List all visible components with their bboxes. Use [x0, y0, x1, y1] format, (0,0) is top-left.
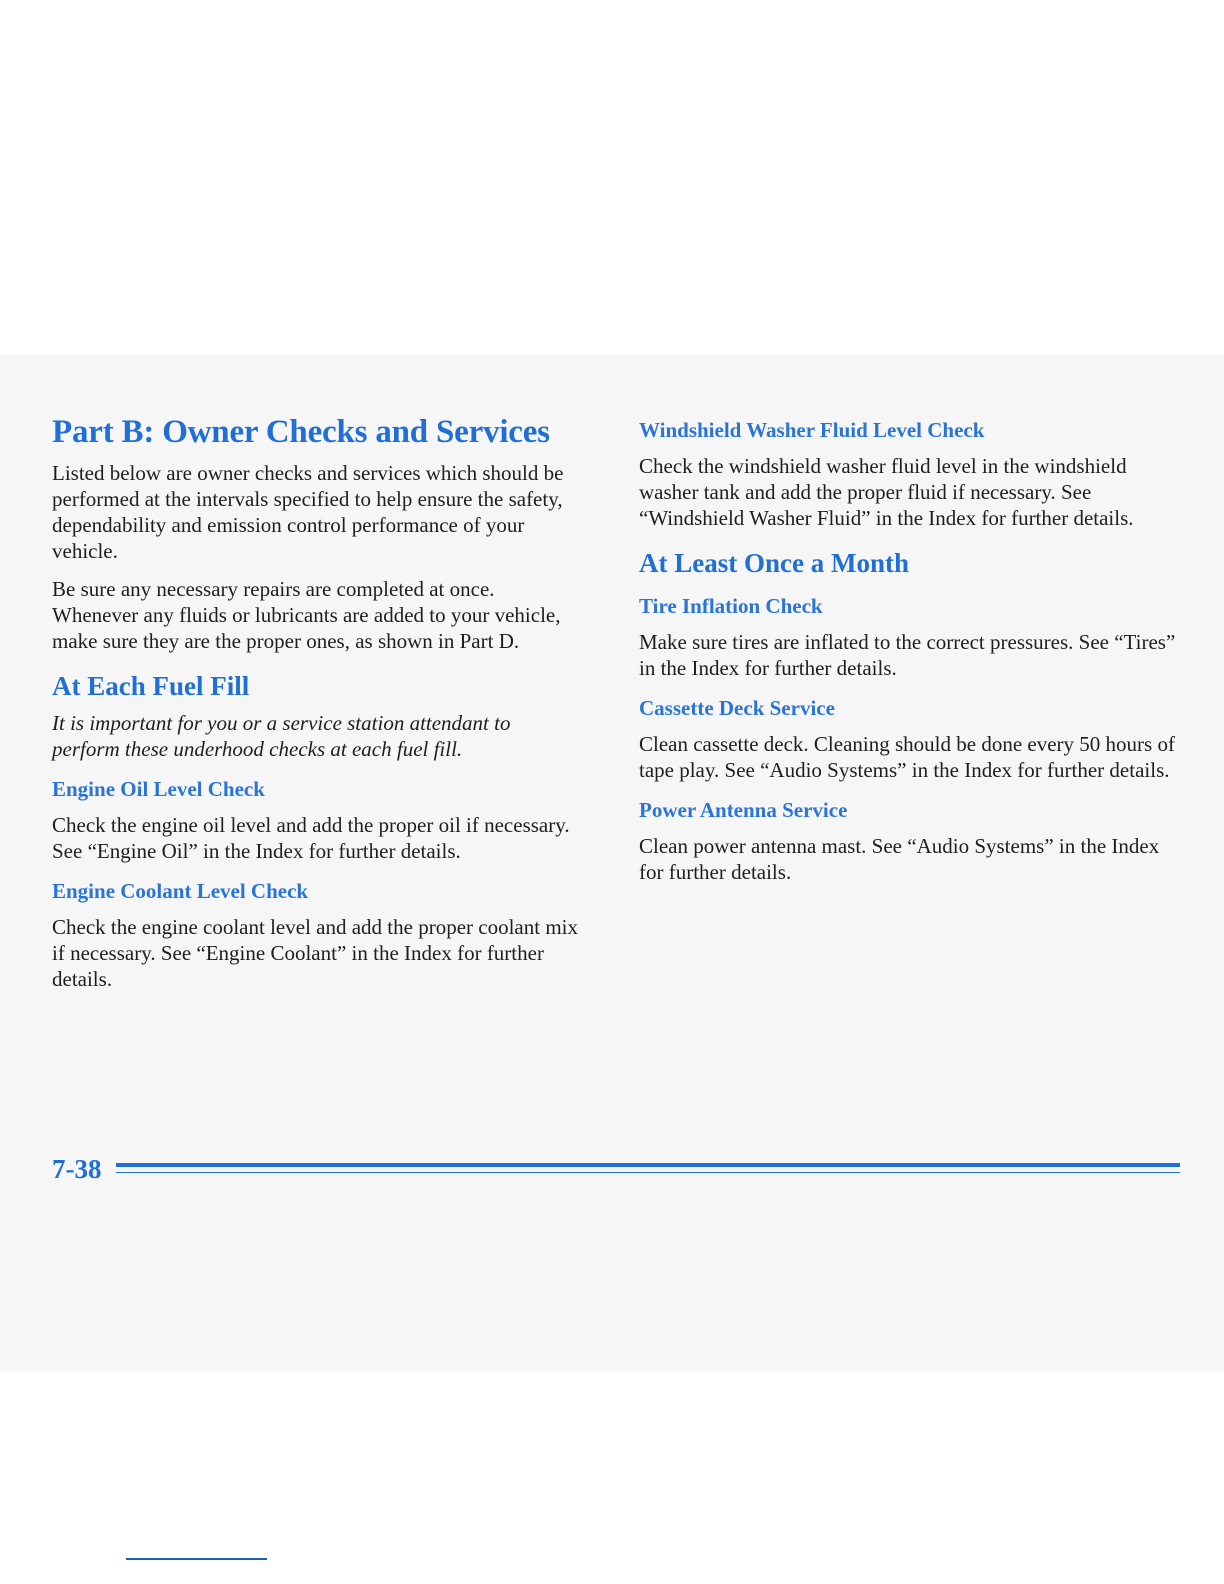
- washer-check-heading: Windshield Washer Fluid Level Check: [639, 418, 985, 442]
- tire-check-heading: Tire Inflation Check: [639, 594, 823, 618]
- antenna-service-text: Clean power antenna mast. See “Audio Systems” in the Index for further details.: [639, 834, 1160, 884]
- intro-paragraph-1: Listed below are owner checks and services which should be performed at the intervals specified to help ensure the safety, dependability and emission control performance of your vehicle.: [52, 461, 564, 563]
- oil-check-heading: Engine Oil Level Check: [52, 777, 265, 801]
- cassette-service-heading: Cassette Deck Service: [639, 696, 835, 720]
- footer-rule-thin: [116, 1172, 1180, 1173]
- tire-check-text: Make sure tires are inflated to the correct pressures. See “Tires” in the Index for further details.: [639, 630, 1176, 680]
- washer-check-text: Check the windshield washer fluid level in the windshield washer tank and add the proper fluid if necessary. See “Windshield Washer Fluid” in the Index for further details.: [639, 454, 1134, 530]
- fuel-fill-heading: At Each Fuel Fill: [52, 671, 250, 701]
- monthly-heading: At Least Once a Month: [639, 548, 909, 578]
- coolant-check-text: Check the engine coolant level and add the proper coolant mix if necessary. See “Engine Coolant” in the Index for further details.: [52, 915, 578, 991]
- fuel-fill-note: It is important for you or a service station attendant to perform these underhood checks at each fuel fill.: [52, 711, 511, 761]
- coolant-check-heading: Engine Coolant Level Check: [52, 879, 309, 903]
- left-column: [52, 412, 582, 1004]
- antenna-service-heading: Power Antenna Service: [639, 798, 848, 822]
- oil-check-text: Check the engine oil level and add the proper oil if necessary. See “Engine Oil” in the Index for further details.: [52, 813, 570, 863]
- page-number: 7-38: [52, 1154, 102, 1184]
- footer-rule-thick: [116, 1163, 1180, 1167]
- page-title: Part B: Owner Checks and Services: [52, 414, 550, 450]
- bottom-mark-line: [126, 1558, 267, 1560]
- cassette-service-text: Clean cassette deck. Cleaning should be done every 50 hours of tape play. See “Audio Systems” in the Index for further details.: [639, 732, 1175, 782]
- intro-paragraph-2: Be sure any necessary repairs are completed at once. Whenever any fluids or lubricants are added to your vehicle, make sure they are the proper ones, as shown in Part D.: [52, 577, 561, 653]
- right-column: [639, 417, 1187, 897]
